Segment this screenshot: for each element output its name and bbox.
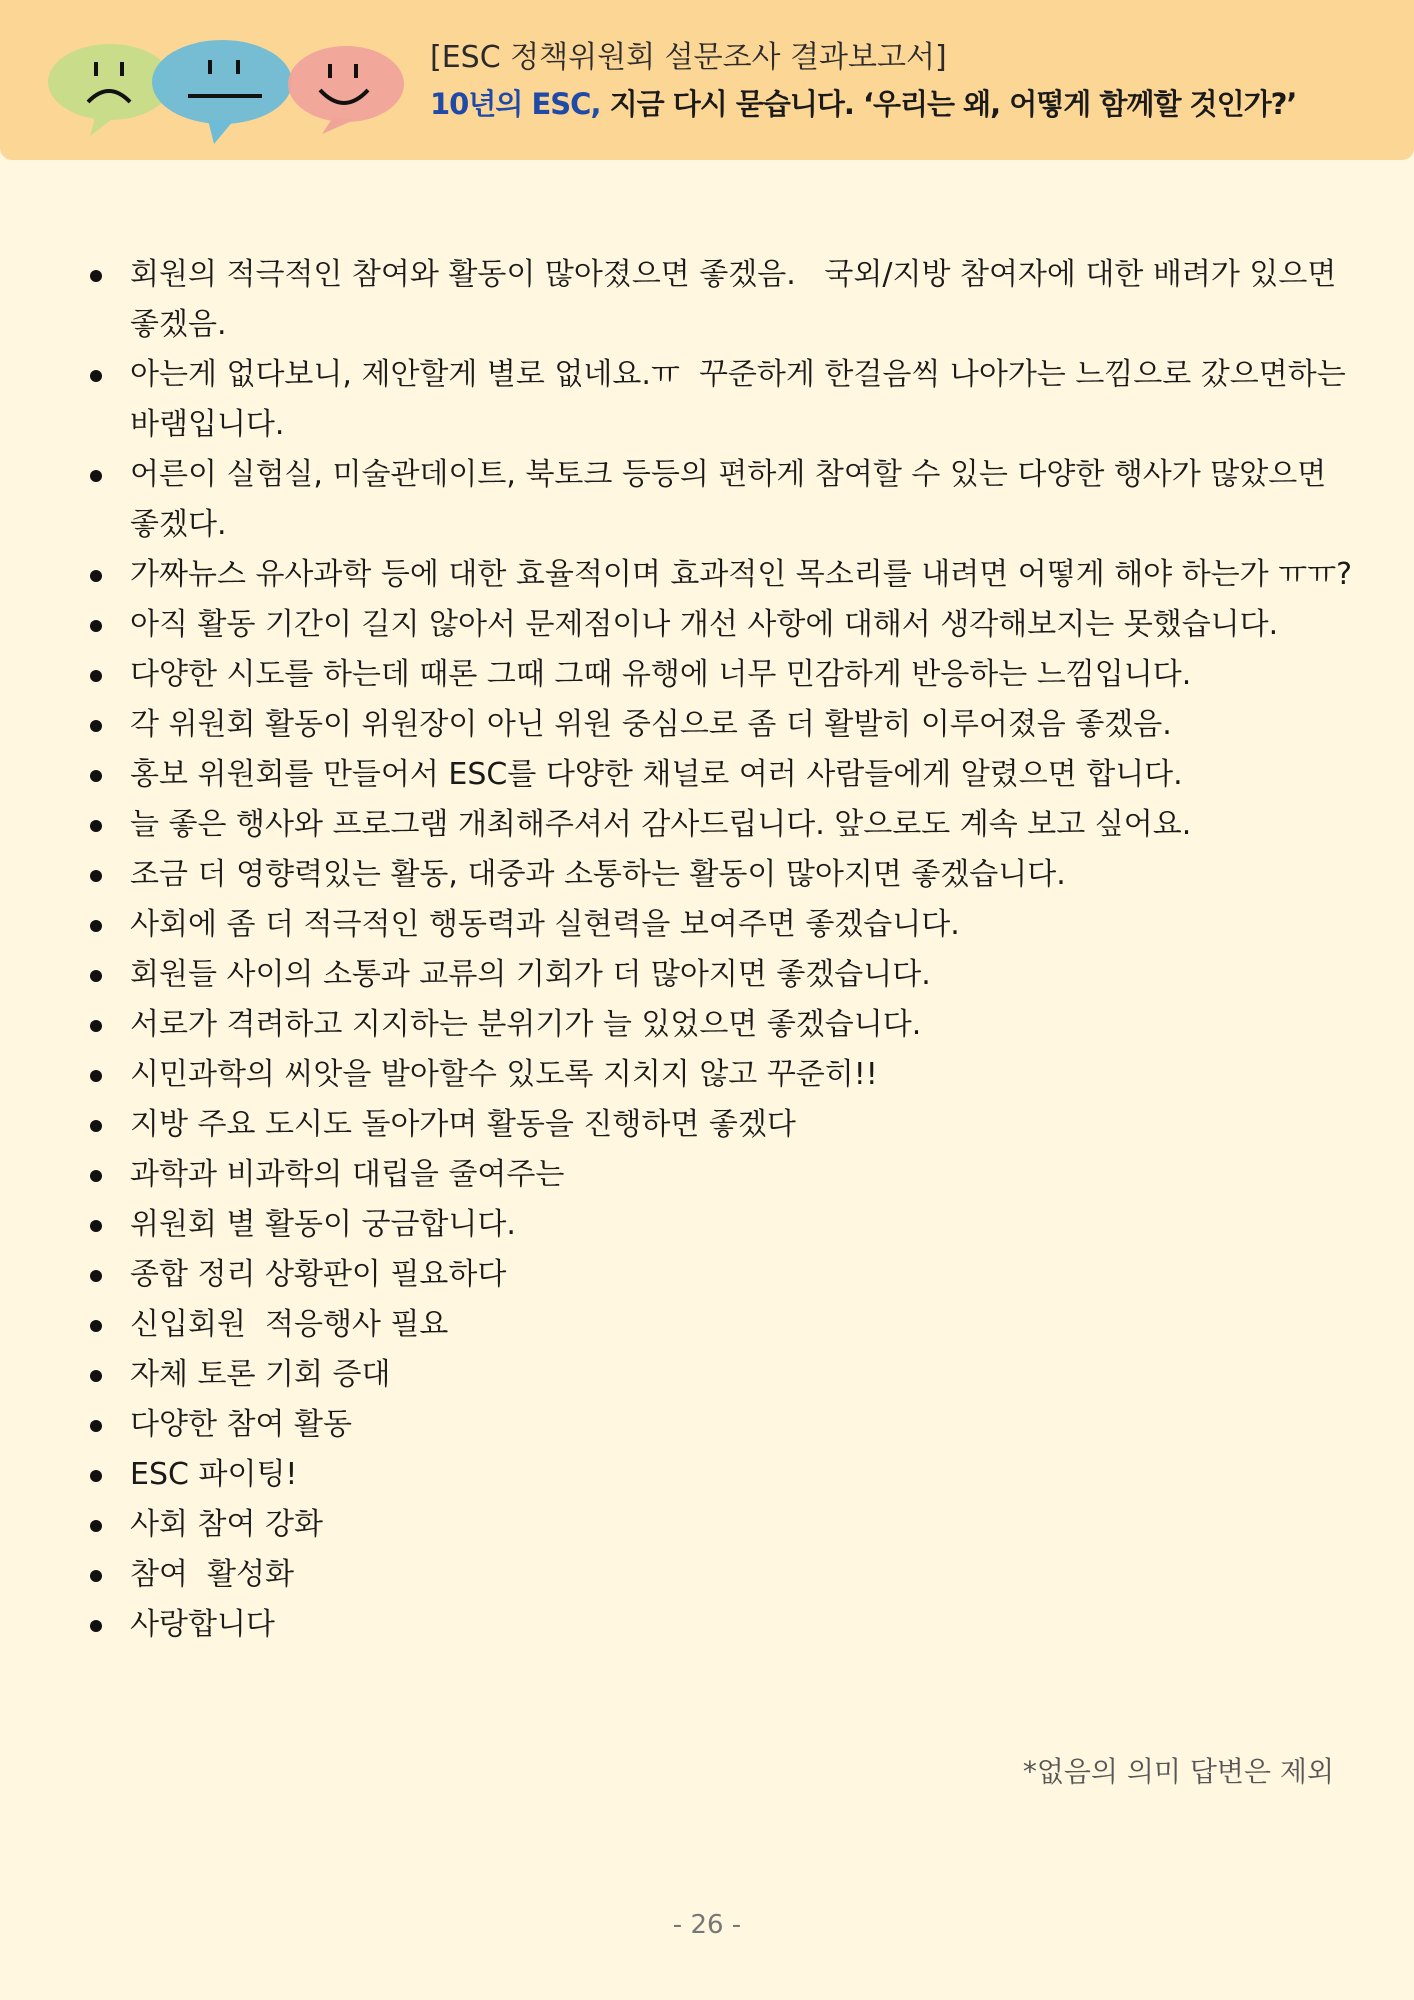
report-header <box>0 0 1414 160</box>
list-item-text: ESC 파이팅! <box>130 1457 298 1492</box>
bullet-icon <box>90 1170 102 1182</box>
list-item <box>86 700 1356 750</box>
bullet-icon <box>90 1320 102 1332</box>
report-subtitle: [ESC 정책위원회 설문조사 결과보고서] <box>430 40 947 75</box>
list-item <box>86 950 1356 1000</box>
list-item <box>86 450 1356 550</box>
bullet-icon <box>90 470 102 482</box>
list-item <box>86 1250 1356 1300</box>
bullet-icon <box>90 1420 102 1432</box>
list-item <box>86 1150 1356 1200</box>
bullet-icon <box>90 770 102 782</box>
list-item-text: 조금 더 영향력있는 활동, 대중과 소통하는 활동이 많아지면 좋겠습니다. <box>130 857 1066 892</box>
list-item <box>86 750 1356 800</box>
list-item <box>86 1000 1356 1050</box>
list-item-text: 홍보 위원회를 만들어서 ESC를 다양한 채널로 여러 사람들에게 알렸으면 합니다. <box>130 757 1183 792</box>
list-item <box>86 900 1356 950</box>
list-item <box>86 850 1356 900</box>
footnote: *없음의 의미 답변은 제외 <box>1022 1755 1334 1788</box>
neutral-face-bubble-icon <box>152 40 292 144</box>
list-item-text: 회원들 사이의 소통과 교류의 기회가 더 많아지면 좋겠습니다. <box>130 957 931 992</box>
list-item <box>86 1100 1356 1150</box>
list-item <box>86 1200 1356 1250</box>
list-item <box>86 800 1356 850</box>
list-item-text: 서로가 격려하고 지지하는 분위기가 늘 있었으면 좋겠습니다. <box>130 1007 922 1042</box>
list-item-text: 회원의 적극적인 참여와 활동이 많아졌으면 좋겠음. 국외/지방 참여자에 대한 배려가 있으면 좋겠음. <box>130 257 1346 342</box>
bullet-icon <box>90 920 102 932</box>
bullet-icon <box>90 970 102 982</box>
bullet-icon <box>90 1370 102 1382</box>
list-item <box>86 1300 1356 1350</box>
bullet-icon <box>90 1270 102 1282</box>
list-item <box>86 1450 1356 1500</box>
list-item-text: 자체 토론 기회 증대 <box>130 1357 391 1392</box>
list-item-text: 사랑합니다 <box>130 1607 275 1642</box>
list-item <box>86 1600 1356 1650</box>
list-item-text: 아는게 없다보니, 제안할게 별로 없네요.ㅠ 꾸준하게 한걸음씩 나아가는 느낌으로 갔으면하는 바램입니다. <box>130 357 1356 442</box>
bullet-icon <box>90 670 102 682</box>
bullet-icon <box>90 1120 102 1132</box>
list-item <box>86 550 1356 600</box>
list-item <box>86 600 1356 650</box>
page-number: - 26 - <box>672 1910 742 1940</box>
list-item <box>86 1050 1356 1100</box>
list-item-text: 종합 정리 상황판이 필요하다 <box>130 1257 507 1292</box>
list-item <box>86 650 1356 700</box>
bullet-icon <box>90 270 102 282</box>
list-item-text: 지방 주요 도시도 돌아가며 활동을 진행하면 좋겠다 <box>130 1107 796 1142</box>
list-item-text: 사회에 좀 더 적극적인 행동력과 실현력을 보여주면 좋겠습니다. <box>130 907 960 942</box>
list-item-text: 위원회 별 활동이 궁금합니다. <box>130 1207 516 1242</box>
list-item-text: 시민과학의 씨앗을 발아할수 있도록 지치지 않고 꾸준히!! <box>130 1057 878 1092</box>
bullet-icon <box>90 720 102 732</box>
list-item-text: 다양한 참여 활동 <box>130 1407 352 1442</box>
list-item-text: 각 위원회 활동이 위원장이 아닌 위원 중심으로 좀 더 활발히 이루어졌음 좋겠음. <box>130 707 1172 742</box>
list-item <box>86 350 1356 450</box>
bullet-icon <box>90 1020 102 1032</box>
list-item-text: 아직 활동 기간이 길지 않아서 문제점이나 개선 사항에 대해서 생각해보지는 못했습니다. <box>130 607 1279 642</box>
happy-face-bubble-icon <box>288 46 404 134</box>
list-item-text: 신입회원 적응행사 필요 <box>130 1307 449 1342</box>
list-item <box>86 250 1356 350</box>
bullet-icon <box>90 1070 102 1082</box>
list-item <box>86 1400 1356 1450</box>
bullet-icon <box>90 870 102 882</box>
bullet-icon <box>90 1570 102 1582</box>
list-item <box>86 1350 1356 1400</box>
bullet-icon <box>90 1620 102 1632</box>
list-item <box>86 1550 1356 1600</box>
report-title-accent: 10년의 ESC, <box>430 87 601 121</box>
response-list <box>86 250 1356 1650</box>
list-item-text: 어른이 실험실, 미술관데이트, 북토크 등등의 편하게 참여할 수 있는 다양한 행사가 많았으면 좋겠다. <box>130 457 1336 542</box>
bullet-icon <box>90 1220 102 1232</box>
list-item <box>86 1500 1356 1550</box>
list-item-text: 참여 활성화 <box>130 1557 294 1592</box>
bullet-icon <box>90 1470 102 1482</box>
list-item-text: 가짜뉴스 유사과학 등에 대한 효율적이며 효과적인 목소리를 내려면 어떻게 해야 하는가 ㅠㅠ? <box>130 557 1353 592</box>
list-item-text: 다양한 시도를 하는데 때론 그때 그때 유행에 너무 민감하게 반응하는 느낌입니다. <box>130 657 1192 692</box>
bullet-icon <box>90 570 102 582</box>
bullet-icon <box>90 370 102 382</box>
list-item-text: 사회 참여 강화 <box>130 1507 323 1542</box>
survey-faces-logo <box>38 36 408 146</box>
bullet-icon <box>90 1520 102 1532</box>
report-title-rest: 지금 다시 묻습니다. ‘우리는 왜, 어떻게 함께할 것인가?’ <box>600 87 1297 121</box>
list-item-text: 과학과 비과학의 대립을 줄여주는 <box>130 1157 565 1192</box>
bullet-icon <box>90 820 102 832</box>
report-title <box>430 82 1296 123</box>
bullet-icon <box>90 620 102 632</box>
list-item-text: 늘 좋은 행사와 프로그램 개최해주셔서 감사드립니다. 앞으로도 계속 보고 싶어요. <box>130 807 1192 842</box>
